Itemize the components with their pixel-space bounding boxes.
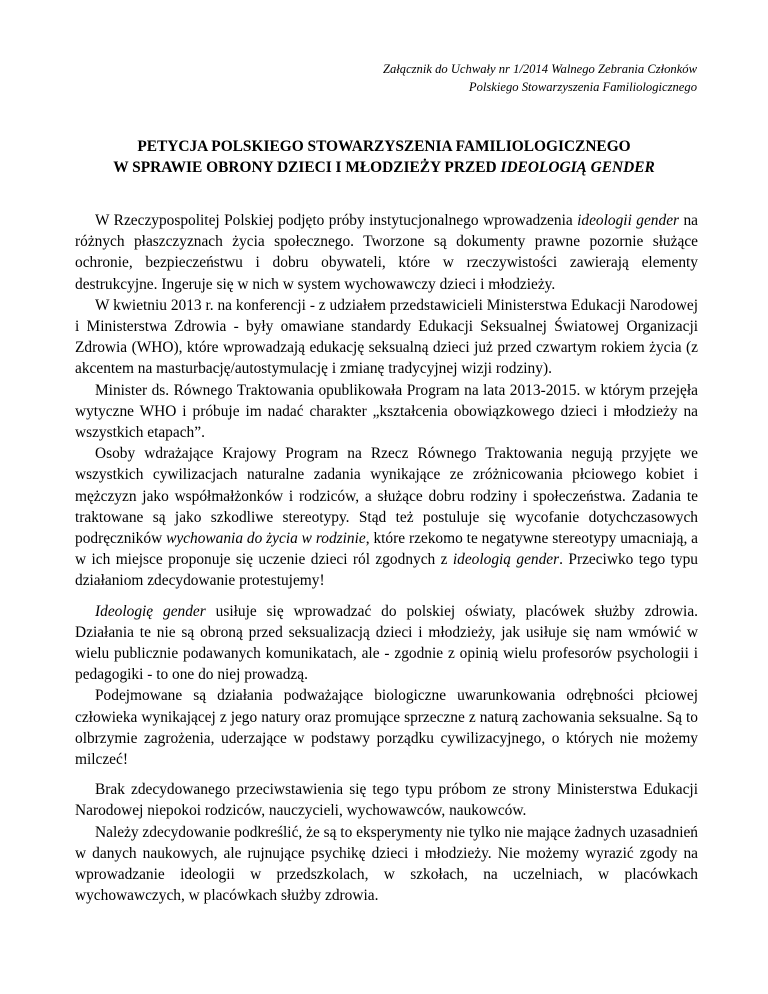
title-line-2-italic: IDEOLOGIĄ GENDER [500, 159, 655, 176]
paragraph-1-text-a: W Rzeczypospolitej Polskiej podjęto próby instytucjonalnego wprowadzenia [95, 212, 578, 229]
paragraph-5-text-b: usiłuje się wprowadzać do polskiej oświaty, placówek służby zdrowia. Działania te nie są obroną przed seksualizacją dzieci i młodzieży, jak usiłuje się nam wmówić w wielu publicznie podawanych komunikatach, ale - zgodnie z opinią wielu profesorów psychologii i pedagogiki - to one do niej prowadzą. [75, 602, 698, 684]
paragraph-4-text-e: . Przeciwko tego typu działaniom zdecydowanie protestujemy! [75, 551, 698, 590]
paragraph-2: W kwietniu 2013 r. na konferencji - z udziałem przedstawicieli Ministerstwa Edukacji Narodowej i Ministerstwa Zdrowia - były omawiane standardy Edukacji Seksualnej Światowej Organizacji Zdrowia (WHO), które wprowadzają edukację seksualną dzieci już przed czwartym rokiem życia (z akcentem na masturbację/autostymulację i zmianę tradycyjnej wizji rodziny). [75, 296, 698, 378]
petition-title [0, 136, 768, 178]
paragraph-6: Podejmowane są działania podważające biologiczne uwarunkowania odrębności płciowej człowieka wynikającej z jego natury oraz promujące sprzeczne z naturą zachowania seksualne. Są to olbrzymie zagrożenia, uderzające w podstawy porządku cywilizacyjnego, o których nie możemy milczeć! [75, 687, 698, 769]
paragraph-4-text-c: , które rzekomo te negatywne stereotypy umacniają, a w ich miejsce proponuje się uczenie dzieci ról zgodnych z [75, 530, 699, 569]
paragraph-5-emphasis: Ideologię gender [95, 602, 206, 620]
title-line-2 [0, 157, 768, 178]
title-line-2-prefix: W SPRAWIE OBRONY DZIECI I MŁODZIEŻY PRZED [113, 159, 501, 176]
paragraph-4 [75, 443, 698, 591]
paragraph-4-emphasis-1: wychowania do życia w rodzinie [166, 530, 366, 548]
petition-body [75, 210, 698, 907]
paragraph-3: Minister ds. Równego Traktowania opublikowała Program na lata 2013-2015. w którym przejęła wytyczne WHO i próbuje im nadać charakter „kształcenia obowiązkowego dzieci i młodzieży na wszystkich etapach”. [75, 381, 698, 442]
paragraph-7: Brak zdecydowanego przeciwstawienia się tego typu próbom ze strony Ministerstwa Edukacji Narodowej niepokoi rodziców, nauczycieli, wychowawców, naukowców. [75, 781, 698, 820]
paragraph-8: Należy zdecydowanie podkreślić, że są to eksperymenty nie tylko nie mające żadnych uzasadnień w danych naukowych, ale rujnujące psychikę dzieci i młodzieży. Nie możemy wyrazić zgody na wprowadzanie ideologii w przedszkolach, w szkołach, na uczelniach, w placówkach wychowawczych, w placówkach służby zdrowia. [75, 823, 698, 905]
paragraph-1 [75, 210, 698, 295]
attachment-note [383, 60, 697, 96]
paragraph-1-emphasis: ideologii gender [577, 212, 680, 229]
paragraph-5 [75, 601, 698, 686]
attachment-note-line-2: Polskiego Stowarzyszenia Familiologicznego [468, 80, 697, 94]
paragraph-1-text-c: na różnych płaszczyznach życia społecznego. Tworzone są dokumenty prawne pozornie służące ochronie, bezpieczeństwu i dobru obywateli, które w rzeczywistości zawierają elementy destrukcyjne. Ingeruje się w nich w system wychowawczy dzieci i młodzieży. [75, 212, 698, 293]
attachment-note-line-1: Załącznik do Uchwały nr 1/2014 Walnego Zebrania Członków [382, 62, 697, 76]
paragraph-4-emphasis-2: ideologią gender [452, 551, 560, 569]
title-line-1: PETYCJA POLSKIEGO STOWARZYSZENIA FAMILIOLOGICZNEGO [137, 138, 631, 155]
paragraph-4-text-a: Osoby wdrażające Krajowy Program na Rzecz Równego Traktowania negują przyjęte we wszystkich cywilizacjach naturalne zadania wynikające ze zróżnicowania płciowego kobiet i mężczyzn jako współmałżonków i rodziców, a służące dobru rodziny i społeczeństwa. Zadania te traktowane są jako szkodliwe stereotypy. Stąd też postuluje się wycofanie dotychczasowych podręczników [75, 445, 698, 548]
